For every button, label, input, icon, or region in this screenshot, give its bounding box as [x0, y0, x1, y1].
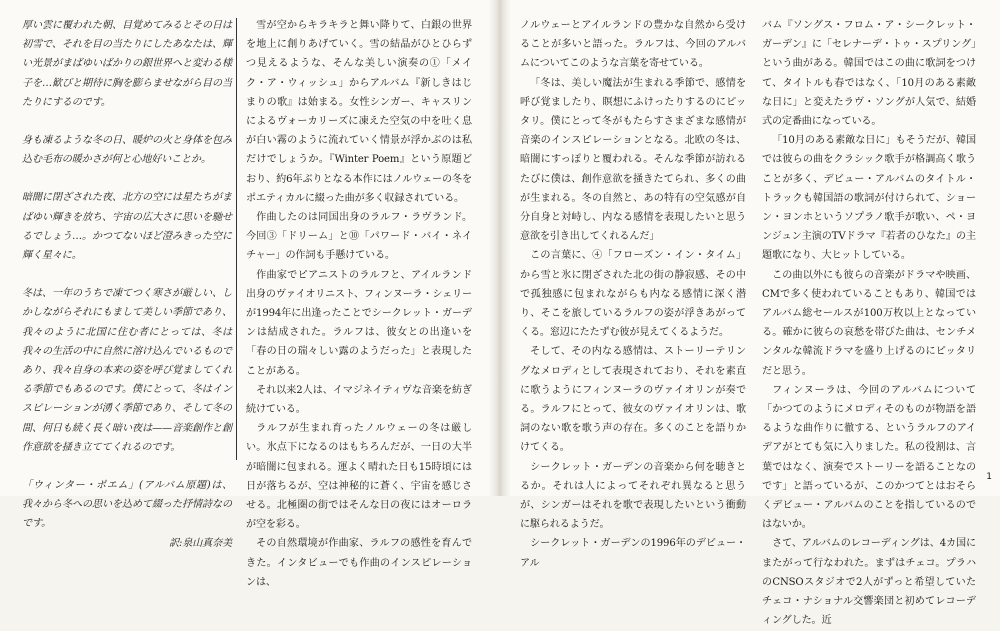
poem-paragraph: 身も凍るような冬の日、暖炉の火と身体を包み込む毛布の暖かさが何と心地好いことか。	[22, 135, 232, 166]
liner-paragraph: そして、その内なる感情は、ストーリーテリングなメロディとして表現されており、それを素直に歌うようにフィンヌーラのヴァイオリンが奏でる。ラルフにとって、彼女のヴァイオリンは、歌詞のない歌を歌う声の存在。多くのことを語りかけてくる。	[520, 346, 746, 454]
liner-paragraph: 作曲したのは同国出身のラルフ・ラヴランド。今回③「ドリーム」と⑩「パワード・バイ・ネイチャー」の作詞も手懸けている。	[246, 212, 472, 262]
column-divider	[236, 18, 237, 460]
liner-notes-column	[762, 16, 976, 627]
poem-paragraph: 厚い雲に覆われた朝、目覚めてみるとその日は初雪で、それを目の当たりにしたあなたは、輝い光景がまばゆいばかりの銀世界へと変わる様子を…歓びと期待に胸を膨らませながら目の当たりにするのです。	[22, 20, 232, 108]
liner-paragraph: 作曲家でピアニストのラルフと、アイルランド出身のヴァイオリニスト、フィンヌーラ・シェリーが1994年に出逢ったことでシークレット・ガーデンは結成された。ラルフは、彼女との出逢いを「春の日の瑞々しい露のようだった」と表現したことがある。	[246, 269, 472, 377]
liner-paragraph: ラルフが生まれ育ったノルウェーの冬は厳しい。氷点下になるのはもちろんだが、一日の大半が暗闇に包まれる。運よく晴れた日も15時頃には日が落ちるが、空は神秘的に蒼く、宇宙を感じさせる。北極圏の街ではそんな日の夜にはオーロラが空を彩る。	[246, 423, 472, 531]
poem-paragraph: 暗闇に閉ざされた夜、北方の空には星たちがまばゆい輝きを放ち、宇宙の広大さに思いを馳せるでしょう…。かつてないほど澄みきった空に輝く星々に。	[22, 192, 232, 262]
poem-paragraph: 「ウィンター・ポエム」(アルバム原題)は、我々から冬への思いを込めて綴った抒情詩なのです。	[22, 480, 232, 530]
liner-notes-column	[246, 16, 472, 588]
page-gutter	[489, 0, 511, 496]
liner-paragraph: 雪が空からキラキラと舞い降りて、白銀の世界を地上に創りあげていく。雪の結晶がひとひらずつ見えるような、そんな美しい演奏の①「メイク・ア・ウィッシュ」からアルバム『新しきはじまりの歌』は始まる。女性シンガー、キャスリンによるヴォーカリーズに凍えた空気の中を吐く息が白い霧のように流れていく情景が浮かぶのは私だけでしょうか。『Winter Poem』という原題どおり、約6年ぶりとなる本作にはノルウェーの冬をポエティカルに綴った曲が多く収録されている。	[246, 20, 472, 204]
liner-paragraph: 「冬は、美しい魔法が生まれる季節で、感情を呼び覚ましたり、瞑想にふけったりするのにピッタリ。僕にとって冬がもたらすさまざまな感情が音楽のインスピレーションとなる。北欧の冬は、暗闇にすっぽりと覆われる。そんな季節が訪れるたびに僕は、創作意欲を掻きたてられ、多くの曲が生まれる。冬の自然と、あの特有の空気感が自分自身と対峙し、内なる感情を表現したいと思う意欲を引き出してくれるんだ」	[520, 77, 746, 243]
poem-column	[22, 16, 232, 549]
liner-paragraph: その自然環境が作曲家、ラルフの感性を育んできた。インタビューでも作曲のインスピレーションは、	[246, 538, 472, 588]
liner-paragraph: この曲以外にも彼らの音楽がドラマや映画、CMで多く使われていることもあり、韓国ではアルバム総セールスが100万枚以上となっている。確かに彼らの哀愁を帯びた曲は、センチメンタルな韓流ドラマを盛り上げるのにピッタリだと思う。	[762, 269, 976, 377]
liner-paragraph: バム『ソングス・フロム・ア・シークレット・ガーデン』に「セレナーデ・トゥ・スプリング」という曲がある。韓国ではこの曲に歌詞をつけて、タイトルも春ではなく、「10月のある素敵な日に」と変えたラヴ・ソングが人気で、結婚式の定番曲になっている。	[762, 20, 976, 128]
liner-notes-column	[520, 16, 746, 569]
liner-paragraph: フィンヌーラは、今回のアルバムについて「かつてのようにメロディそのものが物語を語るような曲作りに徹する、というラルフのアイデアがとても気に入りました。私の役割は、言葉ではなく、演奏でストーリーを語ることなのです」と語っているが、このかつてとはおそらくデビュー・アルバムのことを指しているのではないか。	[762, 384, 976, 531]
liner-paragraph: それ以来2人は、イマジネイティヴな音楽を紡ぎ続けている。	[246, 384, 472, 416]
page-number: 1	[986, 472, 992, 482]
liner-paragraph: 「10月のある素敵な日に」もそうだが、韓国では彼らの曲をクラシック歌手が格調高く歌うことが多く、デビュー・アルバムのタイトル・トラックも韓国語の歌詞が付けられて、ショーン・ヨンホというソプラノ歌手が歌い、ペ・ヨンジュン主演のTVドラマ『若者のひなた』の主題歌になり、大ヒットしている。	[762, 135, 976, 262]
liner-paragraph: さて、アルバムのレコーディングは、4カ国にまたがって行なわれた。まずはチェコ。プラハのCNSOスタジオで2人がずっと希望していたチェコ・ナショナル交響楽団と初めてレコーディングした。近	[762, 538, 976, 627]
poem-paragraph: 冬は、一年のうちで凍てつく寒さが厳しい、しかしながらそれにもまして美しい季節であり、我々のように北国に住む者にとっては、冬は我々の生活の中に自然に溶け込んでいるものであり、我々自身の本来の姿を呼び覚ましてくれる季節でもあるのです。僕にとって、冬はインスピレーションが湧く季節であり、そして冬の間、何日も続く長く暗い夜は——音楽創作と創作意欲を掻き立ててくれるのです。	[22, 288, 232, 453]
liner-paragraph: この言葉に、④「フローズン・イン・タイム」から雪と氷に閉ざされた北の街の静寂感、その中で孤独感に包まれながらも内なる感情に深く潜り、そこを旅しているラルフの姿が浮きあがってくる。窓辺にたたずむ彼が見えてくるようだ。	[520, 250, 746, 339]
liner-paragraph: シークレット・ガーデンの1996年のデビュー・アル	[520, 538, 746, 569]
liner-paragraph: シークレット・ガーデンの音楽から何を聴きとるか。それは人によってそれぞれ異なると思うが、シンガーはそれを歌で表現したいという衝動に駆られるようだ。	[520, 461, 746, 531]
translator-credit: 訳:泉山真奈美	[169, 537, 232, 549]
liner-paragraph: ノルウェーとアイルランドの豊かな自然から受けることが多いと語った。ラルフは、今回のアルバムについてこのような言葉を寄せている。	[520, 20, 746, 70]
